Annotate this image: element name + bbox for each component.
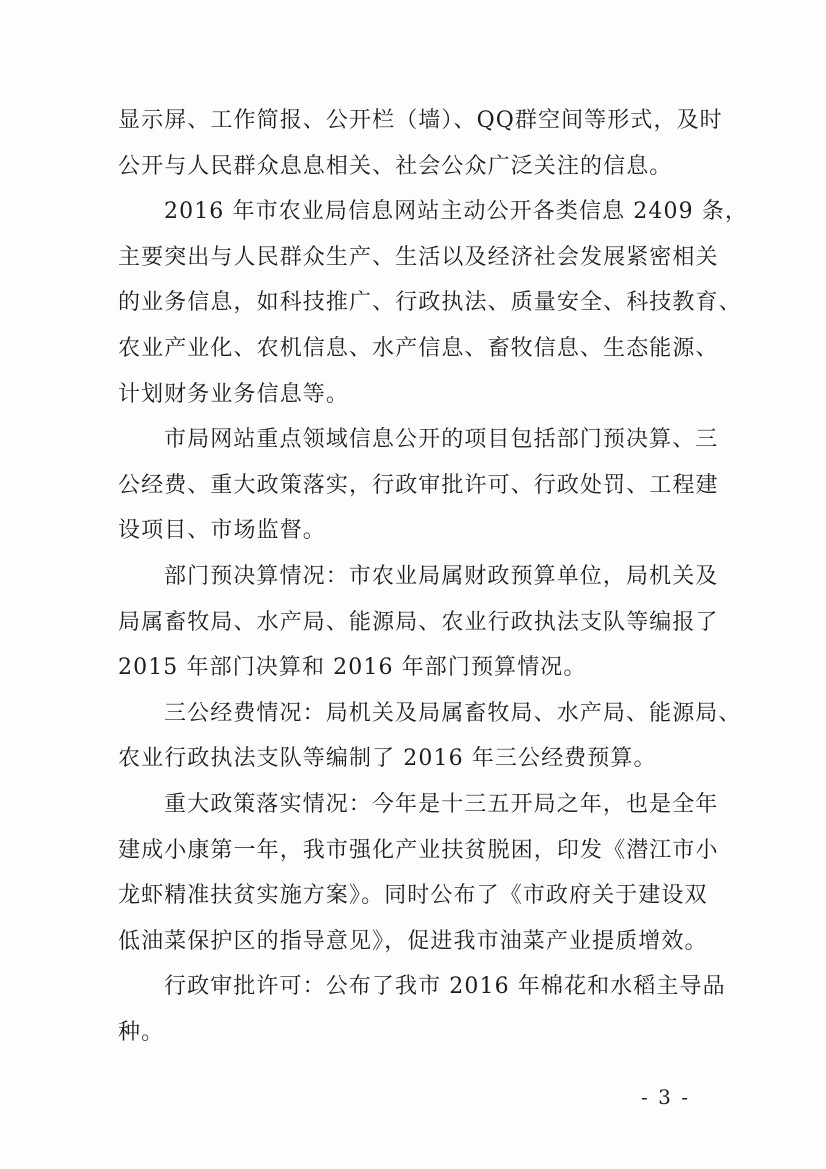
text-line: 行政审批许可：公布了我市 2016 年棉花和水稻主导品 <box>164 974 726 1000</box>
text-line: 龙虾精准扶贫实施方案》。同时公布了《市政府关于建设双 <box>118 883 708 909</box>
text-line: 建成小康第一年，我市强化产业扶贫脱困，印发《潜江市小 <box>118 837 719 863</box>
text-line: 市局网站重点领域信息公开的项目包括部门预决算、三 <box>164 427 719 453</box>
paragraph-display-channels <box>118 98 723 189</box>
text-line: 2016 年市农业局信息网站主动公开各类信息 2409 条， <box>164 199 748 225</box>
page-number: - 3 - <box>641 1085 690 1109</box>
text-line: 三公经费情况：局机关及局属畜牧局、水产局、能源局、 <box>164 700 742 726</box>
text-line: 种。 <box>118 1019 165 1045</box>
text-line: 计划财务业务信息等。 <box>118 381 350 407</box>
text-line: 局属畜牧局、水产局、能源局、农业行政执法支队等编报了 <box>118 609 719 635</box>
text-line: 主要突出与人民群众生产、生活以及经济社会发展紧密相关 <box>118 244 719 270</box>
paragraph-three-public-expenses <box>118 691 742 782</box>
text-line: 2015 年部门决算和 2016 年部门预算情况。 <box>118 655 587 681</box>
paragraph-key-areas <box>118 417 719 554</box>
body-text <box>118 98 748 1055</box>
paragraph-budget <box>118 554 719 691</box>
paragraph-major-policies <box>118 782 719 964</box>
paragraph-website-disclosure <box>118 189 748 417</box>
text-line: 农业产业化、农机信息、水产信息、畜牧信息、生态能源、 <box>118 335 719 361</box>
text-line: 设项目、市场监督。 <box>118 518 326 544</box>
paragraph-administrative-approval <box>118 964 726 1055</box>
text-line: 公开与人民群众息息相关、社会公众广泛关注的信息。 <box>118 153 673 179</box>
text-line: 农业行政执法支队等编制了 2016 年三公经费预算。 <box>118 746 657 772</box>
text-line: 显示屏、工作简报、公开栏（墙）、QQ群空间等形式，及时 <box>118 108 723 133</box>
text-line: 的业务信息，如科技推广、行政执法、质量安全、科技教育、 <box>118 290 742 316</box>
text-line: 低油菜保护区的指导意见》，促进我市油菜产业提质增效。 <box>118 928 708 954</box>
text-line: 重大政策落实情况：今年是十三五开局之年，也是全年 <box>164 791 719 817</box>
text-line: 部门预决算情况：市农业局属财政预算单位，局机关及 <box>164 563 719 589</box>
text-line: 公经费、重大政策落实，行政审批许可、行政处罚、工程建 <box>118 472 719 498</box>
